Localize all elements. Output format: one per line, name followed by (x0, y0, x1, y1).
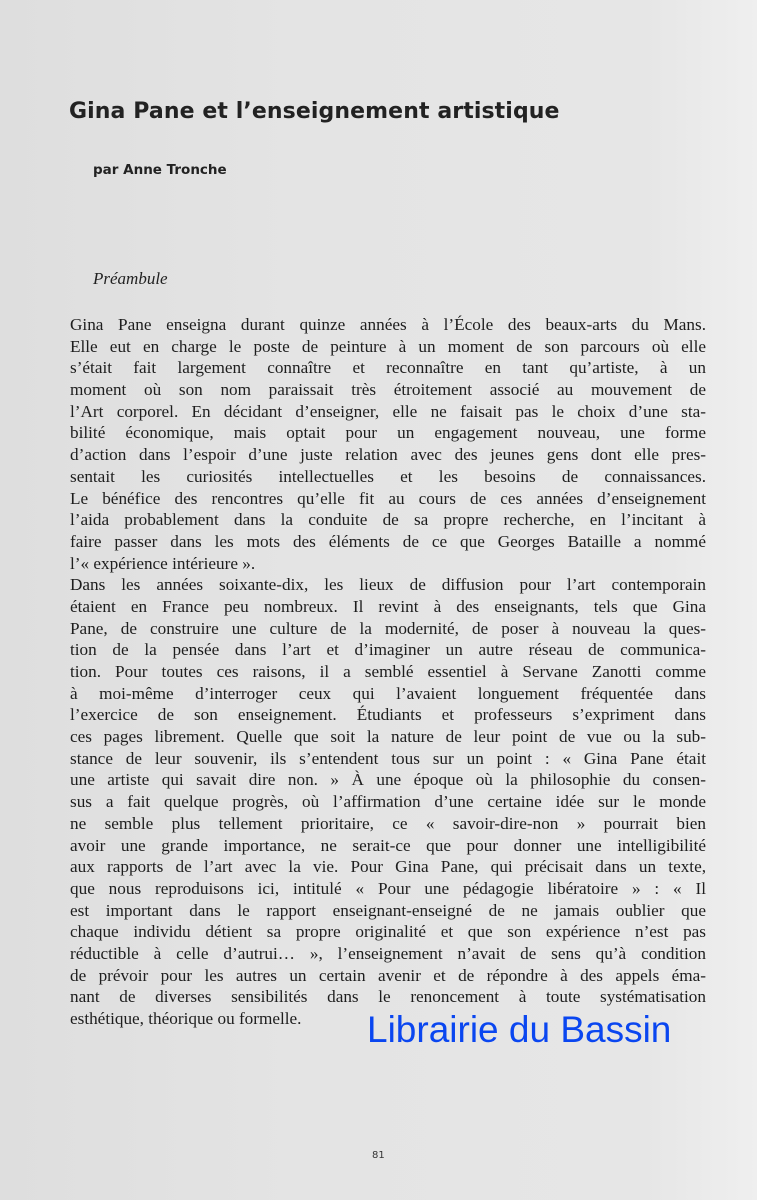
page-number: 81 (372, 1150, 385, 1161)
text-line: stance de leur souvenir, ils s’entendent tous sur un point : « Gina Pane était (70, 748, 706, 768)
text-line: s’était fait largement connaître et reconnaître en tant qu’artiste, à un (70, 358, 706, 378)
text-line: nant de diverses sensibilités dans le renoncement à toute systématisation (70, 987, 706, 1007)
text-line: étaient en France peu nombreux. Il revint à des enseignants, tels que Gina (70, 596, 706, 616)
text-line: est important dans le rapport enseignant-enseigné de ne jamais oublier que (70, 900, 706, 920)
text-line: l’Art corporel. En décidant d’enseigner, elle ne faisait pas le choix d’une sta- (70, 401, 706, 421)
text-line: aux rapports de l’art avec la vie. Pour Gina Pane, qui précisait dans un texte, (70, 857, 706, 877)
text-line: à moi-même d’interroger ceux qui l’avaient longuement fréquentée dans (70, 683, 706, 703)
author-byline: par Anne Tronche (93, 162, 227, 178)
text-line: sus a fait quelque progrès, où l’affirmation d’une certaine idée sur le monde (70, 792, 706, 812)
section-heading: Préambule (93, 269, 168, 288)
text-line: Dans les années soixante-dix, les lieux de diffusion pour l’art contemporain (70, 575, 706, 595)
watermark: Librairie du Bassin (367, 1009, 672, 1050)
text-line: esthétique, théorique ou formelle. (70, 1009, 302, 1028)
text-line: une artiste qui savait dire non. » À une époque où la philosophie du consen- (70, 770, 706, 790)
text-line: l’aida probablement dans la conduite de sa propre recherche, en l’incitant à (70, 510, 706, 530)
text-line: l’« expérience intérieure ». (70, 553, 256, 573)
text-line: de prévoir pour les autres un certain avenir et de répondre à des appels éma- (70, 965, 706, 985)
text-line: faire passer dans les mots des éléments de ce que Georges Bataille a nommé (70, 531, 706, 551)
text-line: moment où son nom paraissait très étroitement associé au mouvement de (70, 380, 706, 400)
body-text (70, 314, 706, 1030)
text-line: ne semble plus tellement prioritaire, ce « savoir-dire-non » pourrait bien (70, 813, 706, 833)
text-line: réductible à celle d’autrui… », l’enseignement n’avait de sens qu’à condition (70, 943, 706, 963)
text-line: Pane, de construire une culture de la modernité, de poser à nouveau la ques- (70, 618, 706, 638)
text-line: tion de la pensée dans l’art et d’imaginer un autre réseau de communica- (70, 640, 706, 660)
text-line: l’exercice de son enseignement. Étudiants et professeurs s’expriment dans (70, 705, 706, 725)
text-line: avoir une grande importance, ne serait-ce que pour donner une intelligibilité (70, 835, 706, 855)
text-line: Le bénéfice des rencontres qu’elle fit au cours de ces années d’enseignement (70, 488, 706, 508)
text-line: bilité économique, mais optait pour un engagement nouveau, une forme (70, 423, 706, 443)
text-line: d’action dans l’espoir d’une juste relation avec des jeunes gens dont elle pres- (70, 445, 706, 465)
text-line: chaque individu détient sa propre originalité et que son expérience n’est pas (70, 922, 706, 942)
text-line: tion. Pour toutes ces raisons, il a semblé essentiel à Servane Zanotti comme (70, 662, 706, 681)
text-line: sentait les curiosités intellectuelles et les besoins de connaissances. (70, 466, 706, 486)
text-line: que nous reproduisons ici, intitulé « Pour une pédagogie libératoire » : « Il (70, 878, 706, 898)
article-title: Gina Pane et l’enseignement artistique (69, 99, 560, 124)
text-line: Elle eut en charge le poste de peinture à un moment de son parcours où elle (70, 336, 706, 356)
text-line: Gina Pane enseigna durant quinze années à l’École des beaux-arts du Mans. (70, 315, 706, 334)
text-line: ces pages librement. Quelle que soit la nature de leur point de vue ou la sub- (70, 727, 706, 747)
